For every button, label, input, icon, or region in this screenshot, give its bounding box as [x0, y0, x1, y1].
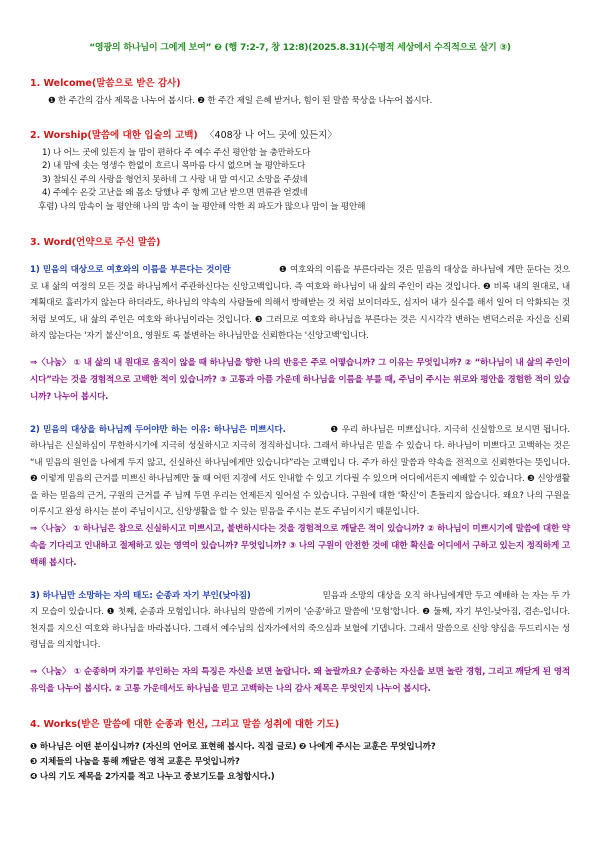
point-1-question: ⇒〈나눔〉 ① 내 삶의 내 원대로 움직이 않을 때 하나님을 향한 나의 반응은 주로 어떻습니까? 그 이유는 무엇입니까? ② “하나님이 내 삶의 주인이시다”라는 것을 경험적으로 고백한 적이 있습니까? ③ 고통과 아픔 가운데 하나님을 이름을 부를 때, 주님이 주시는 위로와 평안을 경험한 적이 있습니까? 나누어 봅시다.: [30, 357, 570, 402]
welcome-section: [30, 75, 570, 109]
worship-section: [30, 127, 570, 215]
point-3-title: 3) 하나님만 소망하는 자의 태도: 순종과 자기 부인(낮아짐): [30, 590, 251, 601]
works-section: [30, 716, 570, 785]
hymn-title: 〈408장 나 어느 곳에 있든지〉: [205, 129, 337, 141]
hymn-verse-2: 2) 내 맘에 솟는 영생수 한없이 흐르니 목마름 다시 없으며 늘 평안하도다: [42, 161, 306, 171]
point-1-line-2: 게만 둔다는 것으로 내 삶의 여정의 모든 것을 하나님께서 주관하신다는 신앙고백입니다. 즉 여호와 하나님이 내 삶의 주인이: [30, 265, 570, 292]
welcome-heading: 1. Welcome(말씀으로 받은 감사): [30, 78, 181, 89]
point-2-line-2: 보시면 됩니다. 하나님은 신실하심이 무한하시기에 지극히 성실하시고 지극히 정직하십니다. 그래서 하나님은 믿을 수 있습니: [30, 424, 570, 451]
hymn-verse-4: 4) 주예수 온갖 고난을 왜 몸소 당했나 주 항께 고난 받으면 면류관 얻겠네: [42, 188, 308, 198]
point-1-line-3: 라는 것입니다. ❷ 비록 내의 원대로, 내 계획대로 흘러가지 않는다 하더라도, 하나님의 약속의 사람들에 의해서 방해받는 것: [30, 281, 570, 308]
point-2-question: ⇒〈나눔〉 ① 하나님은 참으로 신실하시고 미쁘시고, 불변하시다는 것을 경험적으로 깨달은 적이 있습니까? ② 하나님이 미쁘시기에 말씀에 대한 약속을 기다리고 인내하고 절제하고 있는 영역이 있습니까? 무엇입니까? ③ 나의 구원이 안전한 것에 대한 확신을 어디에서 구하고 있는지 정직하게 고백해 봅시다.: [30, 523, 570, 568]
point-3-question: ⇒〈나눔〉 ① 순종하며 자기를 부인하는 자의 특징은 자신을 보면 놀랍니다. 왜 놀랄까요? 순종하는 자신을 보면 놀란 경험, 그리고 깨닫게 된 영적 유익을 나누어 봅시다. ② 고통 가운데서도 하나님을 믿고 고백하는 나의 감사 제목은 무엇인지 나누어 봅시다.: [30, 666, 570, 694]
point-2-line-4: 다. 주가 하신 말씀과 약속을 전적으로 신뢰한다는 뜻입니다. ❷ 이렇게 믿음의 근거를 미쁘신 하나님께만 둘 때 어떤 지경에: [30, 457, 571, 484]
worship-heading-row: [30, 127, 570, 141]
point-1-line-6: 록 불변하는 하나님만을 신뢰한다는 '신앙고백'입니다.: [172, 331, 369, 341]
point-2-title: 2) 믿음의 대상을 하나님께 두어야만 하는 이유: 하나님은 미쁘시다.: [30, 424, 286, 435]
page-title: “영광의 하나님이 그에게 보여” ❷ (행 7:2-7, 창 12:8)(2025.8.31)(수평적 세상에서 수직적으로 살기 ③): [89, 43, 511, 53]
point-1-line-1: ❶ 여호와의 이름을 부른다라는 것은 믿음의 대상을 하나님에: [278, 265, 504, 275]
word-point-1: [30, 262, 570, 406]
point-3-line-4: 보혈에 기댑니다. 그래서 말씀으로 신앙 양심을 두드리시는 성령님을 의지합니다.: [30, 623, 570, 650]
point-3-line-2: 는 자는 두 가지 모습이 있습니다. ❶ 첫째, 순종과 모험입니다. 하나님의 말씀에 기꺼이 '순종'하고 말씀에 '모험'합니다. ❷: [30, 590, 570, 617]
hymn-verse-3: 3) 참되신 주의 사랑을 형언치 못하네 그 사랑 내 맘 여시고 소망을 주셨네: [42, 174, 308, 185]
point-2-line-1: ❶ 우리 하나님은 미쁘십니다. 지극히 신실함으로: [329, 424, 513, 435]
welcome-line: ❶ 한 주간의 감사 제목을 나누어 봅시다. ❷ 한 주간 제일 은혜 받거나, 힘이 된 말씀 묵상을 나누어 봅시다.: [48, 96, 433, 106]
point-2-line-5: 서도 인내할 수 있고 기다릴 수 있으며 어디에서든지 예배할 수 있습니다. ❸ 신앙생활을 하는 믿음의 근거, 구원의 근거를 주: [30, 474, 570, 501]
point-3-paragraph: [30, 588, 570, 654]
word-point-3: [30, 588, 570, 698]
word-section: [30, 234, 570, 698]
word-point-2: [30, 422, 570, 572]
hymn-verse-1: 1) 나 어느 곳에 있든지 늘 맘이 편하다 주 예수 주신 평안함 늘 충만하도다: [42, 147, 311, 158]
point-1-line-5: ❸ 그러므로 여호와 하나님을 부른다는 것은 시시각각 변하는 변덕스러운 자신을 신뢰하지 않는다는 '자기 불신'이요, 영원토: [30, 314, 571, 341]
point-1-title: 1) 믿음의 대상으로 여호와의 이름을 부른다는 것이란: [30, 265, 231, 275]
point-3-line-3: 둘째, 자기 부인-낮아짐, 겸손-입니다. 천지를 지으신 여호와 하나님을 바라봅니다. 그래서 예수님의 십자가에서의 죽으심과: [30, 607, 570, 634]
point-1-paragraph: [30, 262, 570, 345]
worship-heading: 2. Worship(말씀에 대한 입술의 고백): [30, 129, 198, 141]
works-line-1: ❶ 하나님은 어떤 분이십니까? (자신의 언어로 표현해 봅시다. 직접 글로) ❷ 나에게 주시는 교훈은 무엇입니까?: [30, 741, 436, 752]
point-2-line-6: 님께 두면 우리는 언제든지 일어설 수 있습니다. 구원에 대한 '확신'이 흔들리지 않습니다. 왜요? 나의 구원을 이루시고 완성: [30, 490, 571, 517]
word-heading: 3. Word(언약으로 주신 말씀): [30, 237, 161, 248]
works-line-3: ❹ 나의 기도 제목을 2가지를 적고 나누고 중보기도를 요청합시다.): [30, 771, 275, 782]
works-heading: 4. Works(받은 말씀에 대한 순종과 헌신, 그리고 말씀 성취에 대한 기도): [30, 718, 340, 730]
point-2-paragraph: [30, 422, 570, 521]
point-2-line-3: 다. 하나님이 미쁘다고 고백하는 것은 “내 믿음의 원인을 나에게 두지 않고, 신실하신 하나님에게만 있습니다”라는 고백입니: [30, 441, 570, 468]
point-1-line-4: 처럼 보이더라도, 심지어 내가 실수를 해서 일어 더 악화되는 것처럼 보여도, 내 삶의 주인은 여호와 하나님이라는 것입니다.: [30, 298, 570, 325]
works-line-2: ❸ 지체들의 나눔을 통해 깨달은 영적 교훈은 무엇입니까?: [30, 756, 240, 767]
hymn-refrain: 후렴) 나의 맘속이 늘 평안해 나의 맘 속이 늘 평안해 악한 죄 파도가 많으나 맘이 늘 평안해: [38, 201, 366, 212]
point-2-line-7: 하시는 분이 주님이시고, 신앙생활을 할 수 있는 믿음을 주시는 분도 주님이시기 때문입니다.: [84, 507, 420, 517]
point-3-line-1: 믿음과 소망의 대상을 오직 하나님에게만 두고 예배하: [322, 590, 519, 601]
